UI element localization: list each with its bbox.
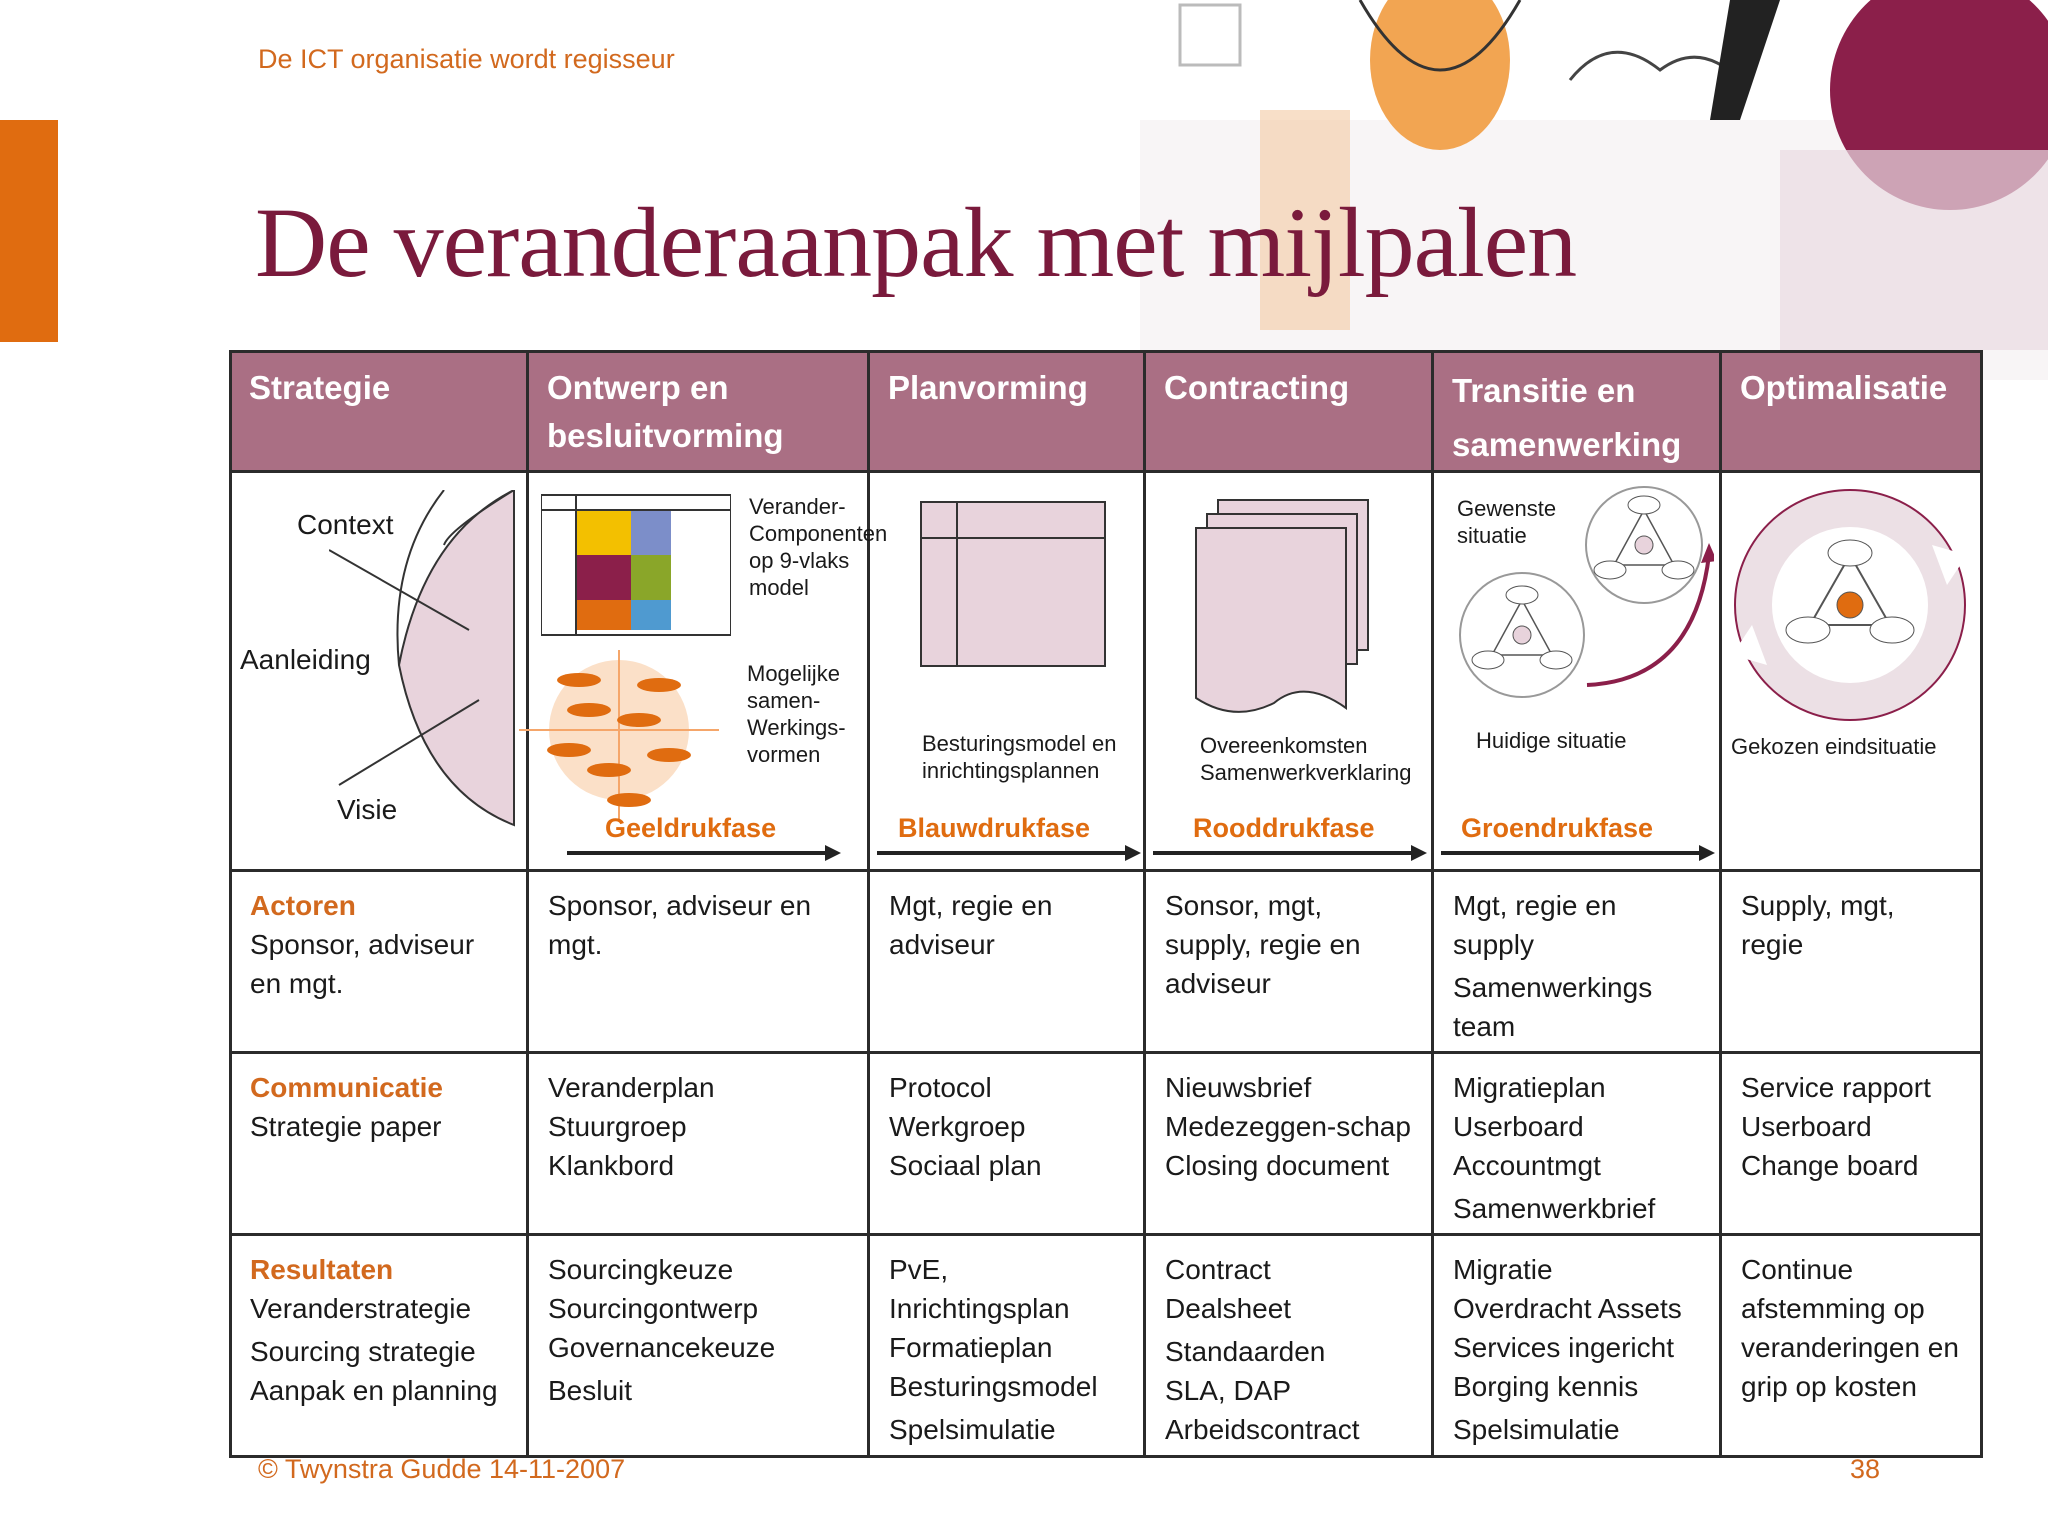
label-context: Context	[297, 509, 394, 540]
phase-label-groendruk: Groendrukfase	[1461, 813, 1654, 843]
page-title: De veranderaanpak met mijlpalen	[255, 187, 1577, 298]
footer-copyright: © Twynstra Gudde 14-11-2007	[258, 1454, 626, 1484]
label-gewenste-situatie: Gewenste situatie	[1457, 496, 1557, 548]
label-verander-componenten: Verander- Componenten op 9-vlaks model	[749, 494, 888, 600]
label-huidige-situatie: Huidige situatie	[1476, 728, 1627, 753]
col-header-strategie: Strategie	[229, 350, 527, 472]
resultaten-transitie: Migratie Overdracht Assets Services ingericht Borging kennis Spelsimulatie	[1453, 1254, 1682, 1445]
actoren-transitie: Mgt, regie en supply Samenwerkings team	[1453, 890, 1653, 1042]
col-divider	[1143, 350, 1146, 1458]
phase-arrows	[229, 840, 1983, 866]
label-visie: Visie	[337, 794, 398, 825]
communicatie-transitie: Migratieplan Userboard Accountmgt Samenwerkbrief	[1453, 1072, 1656, 1224]
col-divider	[526, 350, 529, 1458]
resultaten-contracting: Contract Dealsheet Standaarden SLA, DAP Arbeidscontract	[1165, 1254, 1360, 1445]
col-divider	[1431, 350, 1434, 1458]
resultaten-ontwerp: Sourcingkeuze Sourcingontwerp Governancekeuze Besluit	[548, 1254, 776, 1406]
cooperation-forms-scatter-icon	[519, 650, 719, 820]
communicatie-planvorming: Protocol Werkgroep Sociaal plan	[889, 1072, 1042, 1181]
phase-label-rooddruk: Rooddrukfase	[1193, 813, 1375, 843]
communicatie-optimalisatie: Service rapport Userboard Change board	[1741, 1072, 1931, 1181]
col-header-planvorming: Planvorming	[868, 350, 1144, 472]
label-besturingsmodel: Besturingsmodel en inrichtingsplannen	[922, 731, 1117, 783]
label-overeenkomsten: Overeenkomsten Samenwerkverklaring	[1200, 733, 1412, 785]
label-gekozen-eindsituatie: Gekozen eindsituatie	[1731, 734, 1937, 759]
col-header-optimalisatie: Optimalisatie	[1720, 350, 1983, 472]
page-number: 38	[1850, 1454, 1881, 1484]
header-caption: De ICT organisatie wordt regisseur	[258, 44, 675, 74]
col-divider	[229, 350, 232, 1458]
communicatie-ontwerp: Veranderplan Stuurgroep Klankbord	[548, 1072, 715, 1181]
actoren-planvorming: Mgt, regie en adviseur	[889, 890, 1053, 960]
resultaten-strategie: Resultaten Veranderstrategie Sourcing strategie Aanpak en planning	[250, 1254, 498, 1406]
col-header-ontwerp: Ontwerp en besluitvorming	[527, 350, 868, 472]
blueprint-document-icon	[919, 500, 1109, 670]
label-aanleiding: Aanleiding	[240, 644, 371, 675]
actoren-ontwerp: Sponsor, adviseur en mgt.	[548, 890, 812, 960]
col-header-transitie: Transitie en samenwerking	[1432, 350, 1720, 472]
phase-label-blauwdruk: Blauwdrukfase	[898, 813, 1091, 843]
milestone-table	[229, 350, 1983, 1458]
actoren-strategie: Actoren Sponsor, adviseur en mgt.	[250, 890, 475, 999]
actoren-optimalisatie: Supply, mgt, regie	[1741, 890, 1895, 960]
label-samenwerkingsvormen: Mogelijke samen- Werkings- vormen	[747, 661, 846, 767]
communicatie-contracting: Nieuwsbrief Medezeggen-schap Closing document	[1165, 1072, 1411, 1181]
col-header-contracting: Contracting	[1144, 350, 1432, 472]
stacked-documents-icon	[1194, 498, 1374, 718]
resultaten-optimalisatie: Continue afstemming op veranderingen en grip op kosten	[1741, 1254, 1959, 1402]
resultaten-planvorming: PvE, Inrichtingsplan Formatieplan Besturingsmodel Spelsimulatie	[889, 1254, 1098, 1445]
table-border-right	[1980, 350, 1983, 1458]
nine-block-model-icon	[541, 485, 731, 645]
phase-label-geeldruk: Geeldrukfase	[605, 813, 777, 843]
optimization-cycle-diagram	[1722, 485, 1978, 725]
orange-side-bar	[0, 120, 58, 342]
communicatie-strategie: Communicatie Strategie paper	[250, 1072, 443, 1142]
actoren-contracting: Sonsor, mgt, supply, regie en adviseur	[1165, 890, 1361, 999]
